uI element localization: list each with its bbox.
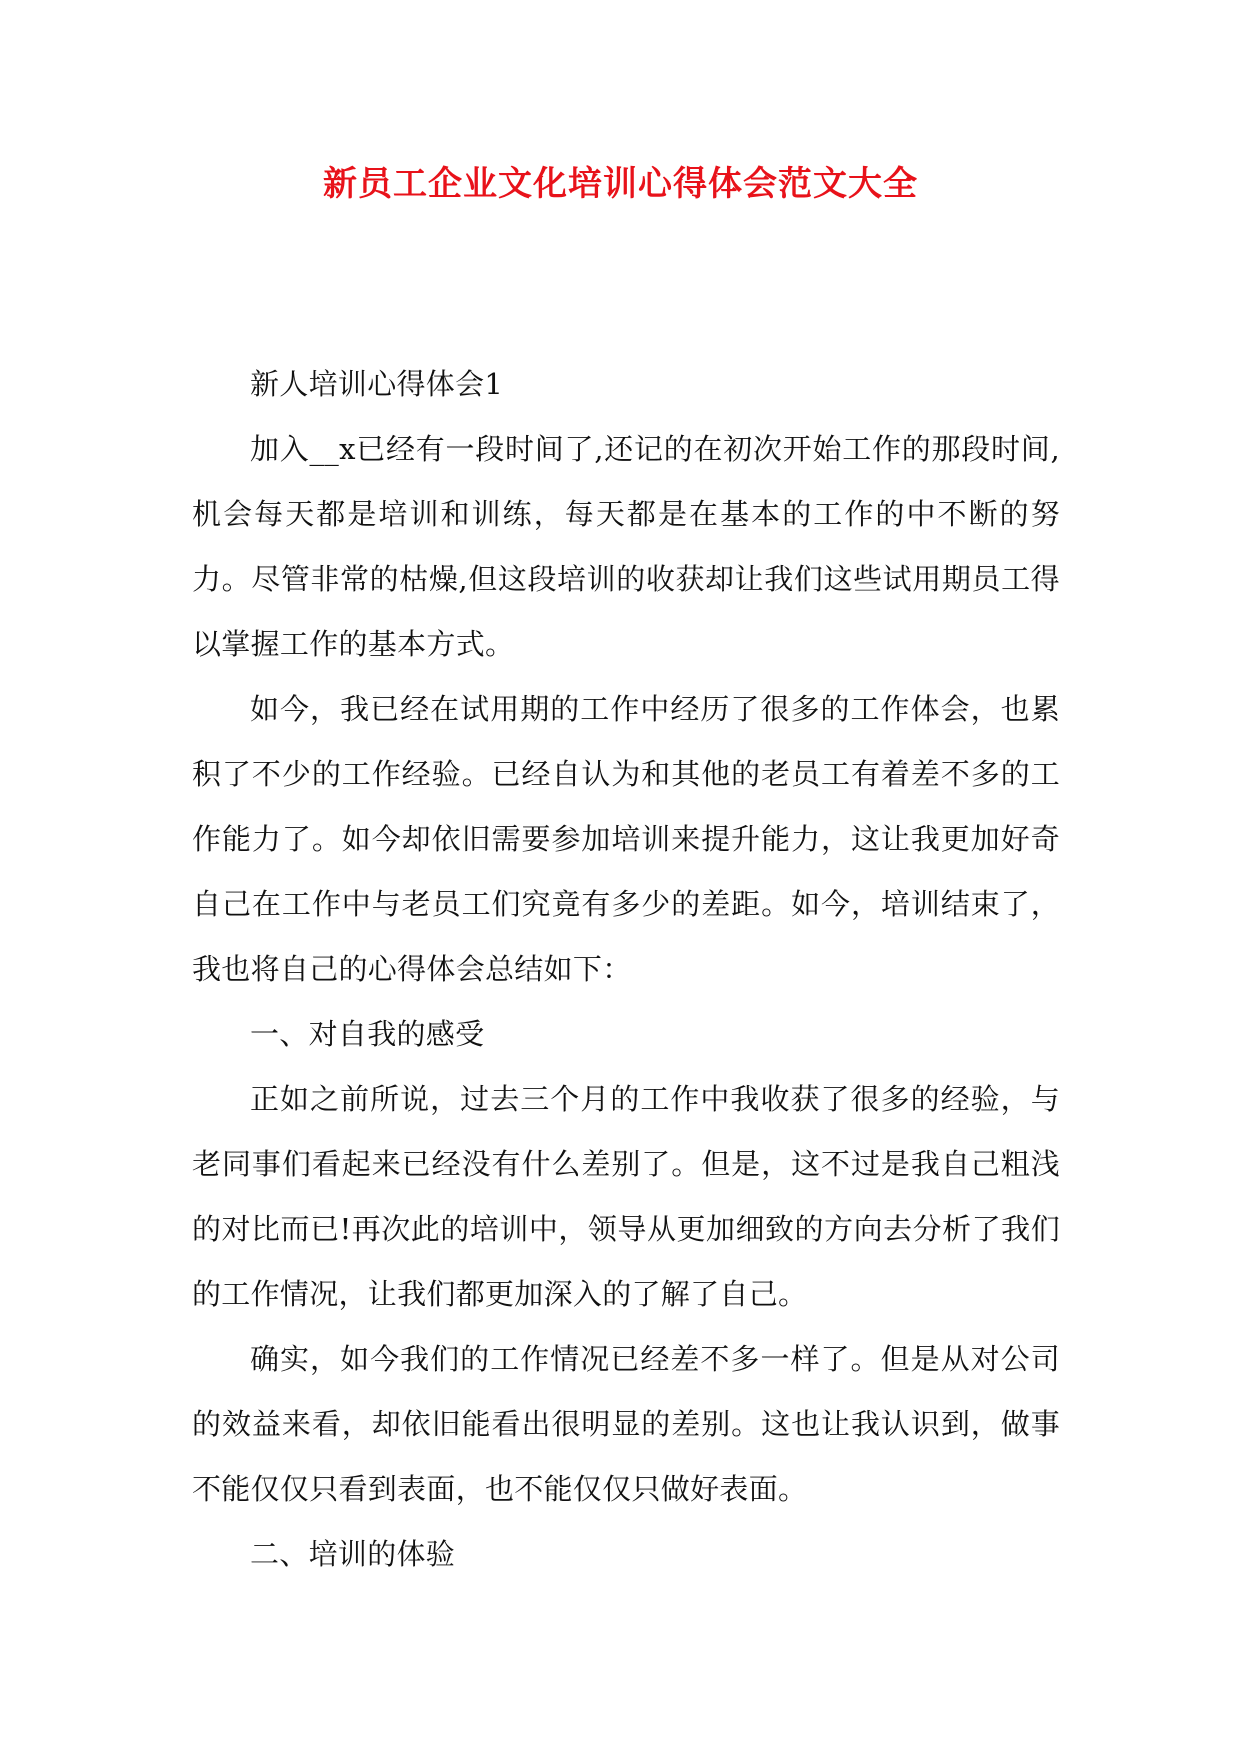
document-title: 新员工企业文化培训心得体会范文大全 [323, 164, 918, 204]
section-heading-2: 一、对自我的感受 [250, 1017, 485, 1051]
paragraph-3: 正如之前所说，过去三个月的工作中我收获了很多的经验，与老同事们看起来已经没有什么差别了。但是，这不过是我自己粗浅的对比而已!再次此的培训中，领导从更加细致的方向去分析了我们的工作情况，让我们都更加深入的了解了自己。 [192, 1082, 1060, 1311]
paragraph-1: 加入__x已经有一段时间了,还记的在初次开始工作的那段时间,机会每天都是培训和训练，每天都是在基本的工作的中不断的努力。尽管非常的枯燥,但这段培训的收获却让我们这些试用期员工得以掌握工作的基本方式。 [192, 432, 1060, 661]
document-body [192, 352, 1060, 1587]
section-heading-3: 二、培训的体验 [250, 1537, 456, 1571]
section-heading-1: 新人培训心得体会1 [250, 367, 504, 401]
paragraph-2: 如今，我已经在试用期的工作中经历了很多的工作体会，也累积了不少的工作经验。已经自认为和其他的老员工有着差不多的工作能力了。如今却依旧需要参加培训来提升能力，这让我更加好奇自己在工作中与老员工们究竟有多少的差距。如今，培训结束了，我也将自己的心得体会总结如下： [192, 692, 1060, 986]
paragraph-4: 确实，如今我们的工作情况已经差不多一样了。但是从对公司的效益来看，却依旧能看出很明显的差别。这也让我认识到，做事不能仅仅只看到表面，也不能仅仅只做好表面。 [192, 1342, 1060, 1506]
